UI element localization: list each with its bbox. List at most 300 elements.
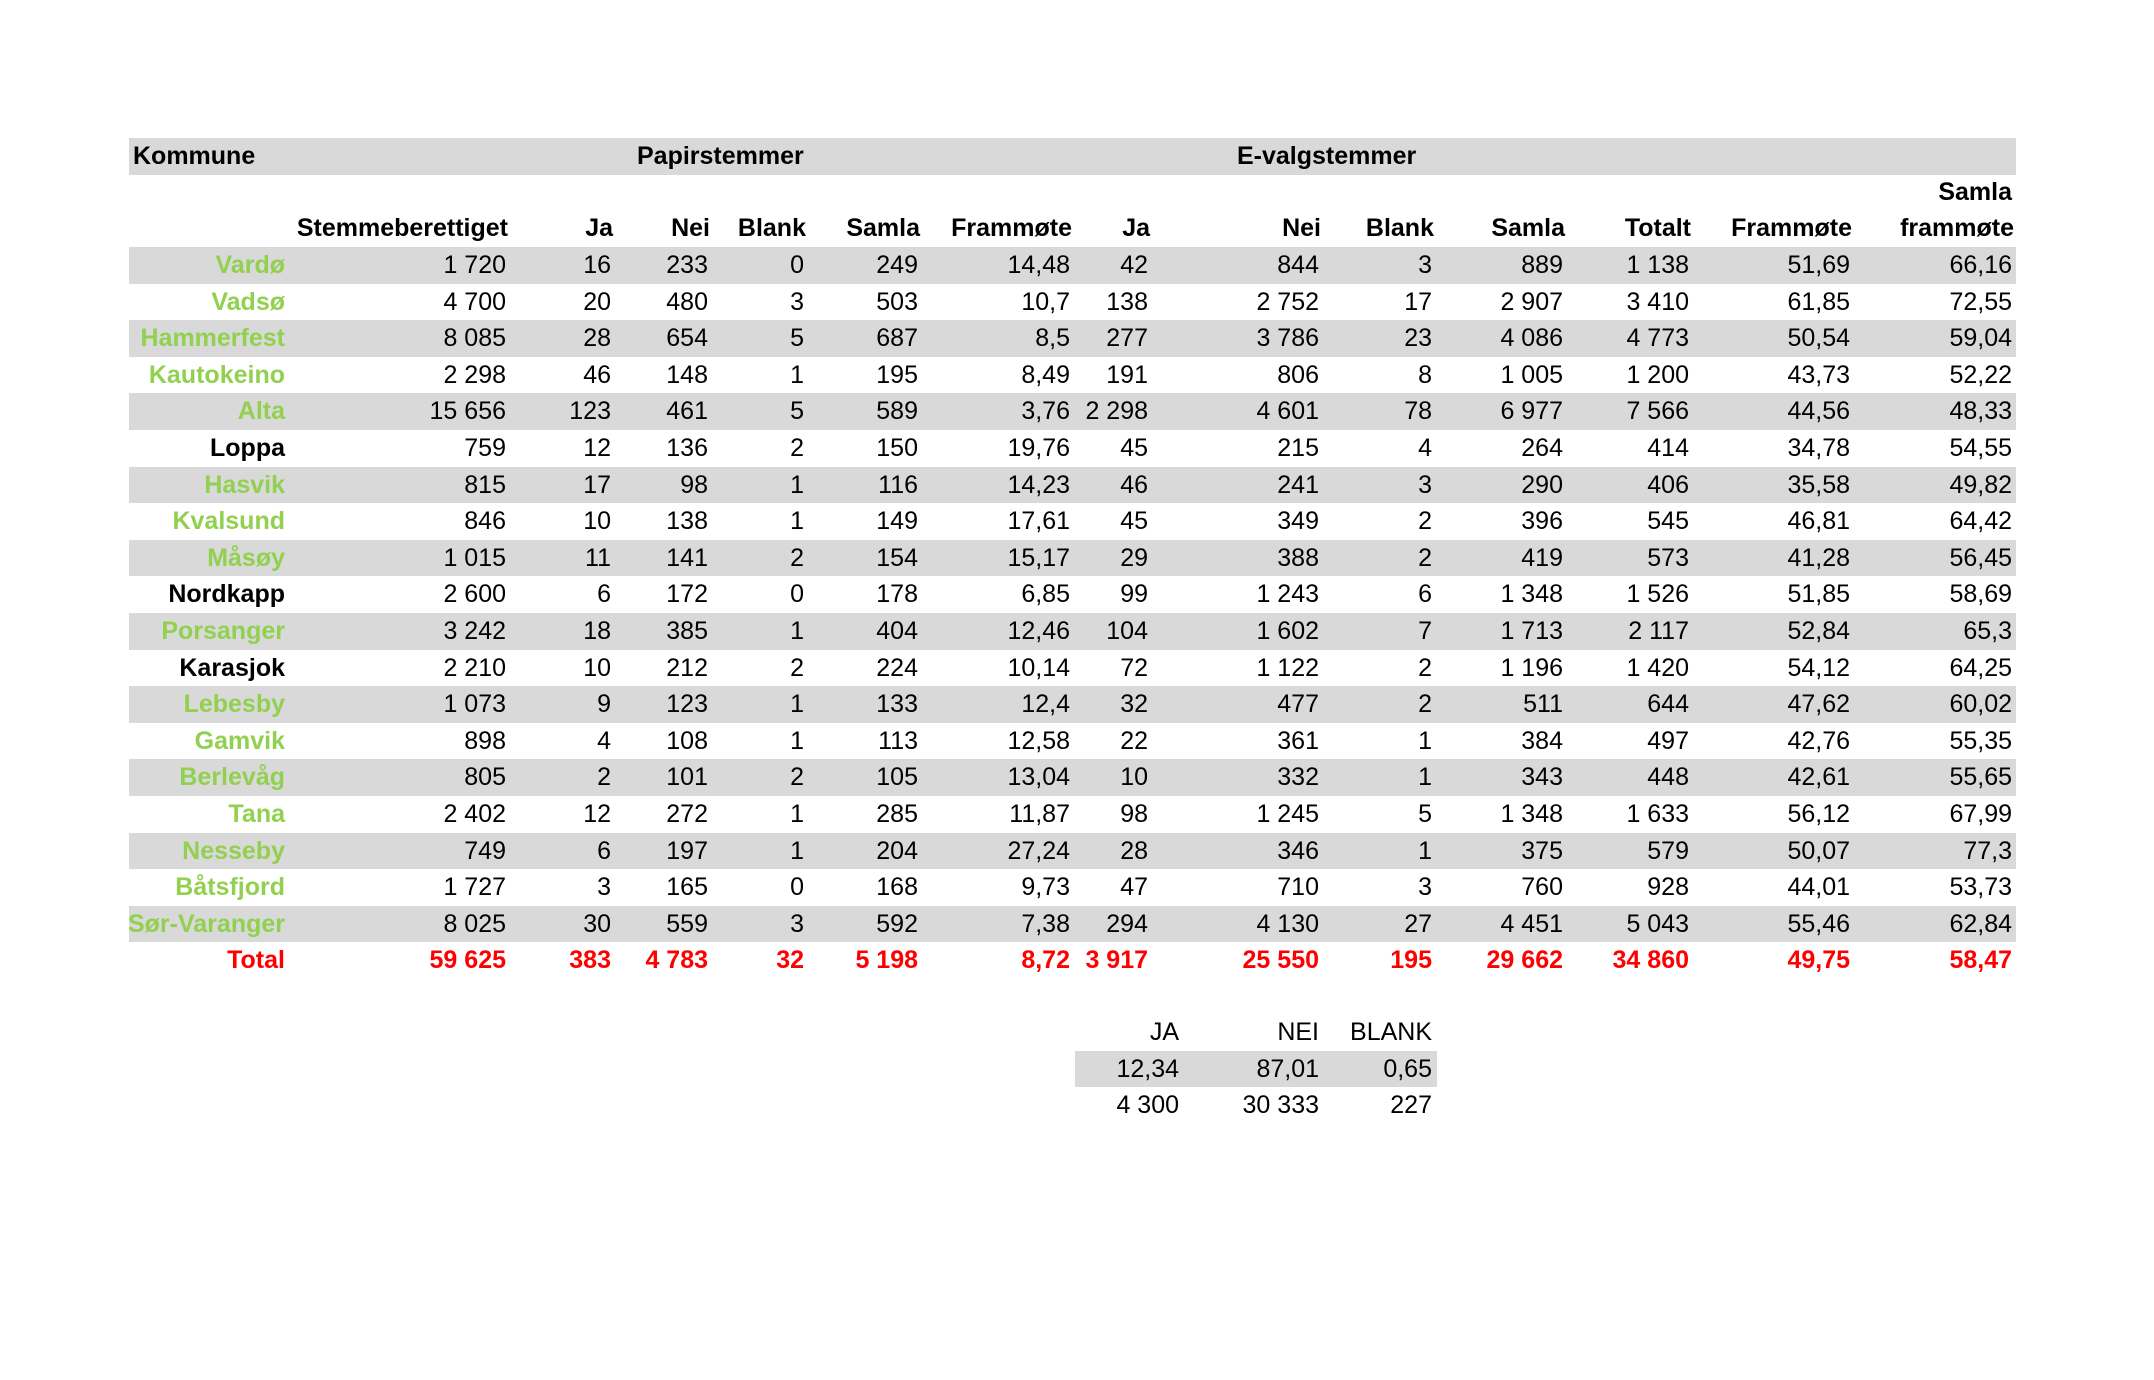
row-band bbox=[129, 833, 2016, 870]
table-cell: 44,56 bbox=[1787, 397, 1850, 426]
table-cell: 592 bbox=[876, 909, 918, 938]
table-cell: 50,07 bbox=[1787, 836, 1850, 865]
table-cell: 5 bbox=[1418, 800, 1432, 828]
table-cell: 1 005 bbox=[1500, 360, 1563, 389]
table-cell: 1 200 bbox=[1626, 360, 1689, 389]
table-cell: 8,49 bbox=[1021, 360, 1070, 389]
table-cell: 1 bbox=[790, 726, 804, 755]
table-cell: 54,12 bbox=[1787, 653, 1850, 682]
table-cell: 10,14 bbox=[1007, 653, 1070, 682]
table-cell: 18 bbox=[583, 617, 611, 645]
table-cell: 98 bbox=[680, 470, 708, 499]
table-cell: 361 bbox=[1277, 726, 1319, 755]
kommune-name: Hasvik bbox=[204, 470, 285, 499]
row-band bbox=[129, 393, 2016, 430]
table-cell: 1 348 bbox=[1500, 800, 1563, 828]
table-cell: 2 298 bbox=[1085, 397, 1148, 426]
table-cell: 2 bbox=[597, 763, 611, 792]
total-cell: 34 860 bbox=[1612, 946, 1689, 975]
table-cell: 1 bbox=[790, 360, 804, 389]
table-cell: 99 bbox=[1120, 580, 1148, 609]
table-cell: 1 bbox=[790, 800, 804, 828]
table-cell: 5 bbox=[790, 324, 804, 353]
summary-count: 4 300 bbox=[1116, 1091, 1179, 1120]
table-cell: 2 298 bbox=[443, 360, 506, 389]
kommune-name: Tana bbox=[228, 800, 285, 828]
kommune-name: Hammerfest bbox=[140, 324, 285, 353]
table-cell: 104 bbox=[1106, 617, 1148, 645]
column-header: Nei bbox=[1282, 214, 1321, 242]
table-cell: 42,76 bbox=[1787, 726, 1850, 755]
kommune-name: Gamvik bbox=[194, 726, 285, 755]
table-cell: 4 601 bbox=[1256, 397, 1319, 426]
table-cell: 8,5 bbox=[1035, 324, 1070, 353]
table-cell: 1 243 bbox=[1256, 580, 1319, 609]
table-cell: 0 bbox=[790, 873, 804, 902]
table-cell: 1 bbox=[790, 470, 804, 499]
table-cell: 294 bbox=[1106, 909, 1148, 938]
header-band bbox=[129, 138, 2016, 175]
table-cell: 136 bbox=[666, 434, 708, 462]
row-band bbox=[129, 320, 2016, 357]
table-cell: 47,62 bbox=[1787, 690, 1850, 719]
table-cell: 3 786 bbox=[1256, 324, 1319, 353]
table-cell: 148 bbox=[666, 360, 708, 389]
table-cell: 3 bbox=[790, 909, 804, 938]
table-cell: 477 bbox=[1277, 690, 1319, 719]
table-cell: 59,04 bbox=[1949, 324, 2012, 353]
table-cell: 461 bbox=[666, 397, 708, 426]
table-cell: 34,78 bbox=[1787, 434, 1850, 462]
row-band bbox=[129, 759, 2016, 796]
table-cell: 448 bbox=[1647, 763, 1689, 792]
table-cell: 65,3 bbox=[1963, 617, 2012, 645]
table-cell: 889 bbox=[1521, 251, 1563, 279]
table-cell: 1 713 bbox=[1500, 617, 1563, 645]
table-cell: 12 bbox=[583, 800, 611, 828]
table-cell: 285 bbox=[876, 800, 918, 828]
table-cell: 27,24 bbox=[1007, 836, 1070, 865]
table-cell: 138 bbox=[666, 507, 708, 536]
table-cell: 6 bbox=[597, 580, 611, 609]
table-cell: 806 bbox=[1277, 360, 1319, 389]
total-cell: 383 bbox=[569, 946, 611, 975]
table-cell: 9,73 bbox=[1021, 873, 1070, 902]
kommune-name: Kautokeino bbox=[148, 360, 285, 389]
table-cell: 19,76 bbox=[1007, 434, 1070, 462]
table-cell: 2 bbox=[790, 763, 804, 792]
summary-percent: 0,65 bbox=[1383, 1054, 1432, 1083]
table-cell: 51,85 bbox=[1787, 580, 1850, 609]
table-cell: 1 633 bbox=[1626, 800, 1689, 828]
table-cell: 2 117 bbox=[1628, 617, 1689, 645]
table-cell: 3 bbox=[1418, 873, 1432, 902]
table-cell: 573 bbox=[1647, 543, 1689, 572]
table-cell: 29 bbox=[1120, 543, 1148, 572]
table-cell: 2 bbox=[1418, 507, 1432, 536]
table-cell: 3 bbox=[1418, 251, 1432, 279]
kommune-name: Vardø bbox=[215, 251, 285, 279]
column-header: Totalt bbox=[1624, 214, 1691, 242]
table-cell: 2 907 bbox=[1500, 287, 1563, 316]
table-cell: 215 bbox=[1277, 434, 1319, 462]
table-cell: 13,04 bbox=[1007, 763, 1070, 792]
table-cell: 101 bbox=[666, 763, 708, 792]
table-cell: 15 656 bbox=[429, 397, 506, 426]
kommune-name: Porsanger bbox=[161, 617, 285, 645]
table-cell: 22 bbox=[1120, 726, 1148, 755]
table-cell: 224 bbox=[876, 653, 918, 682]
table-cell: 0 bbox=[790, 251, 804, 279]
table-cell: 2 bbox=[1418, 690, 1432, 719]
table-cell: 56,45 bbox=[1949, 543, 2012, 572]
table-cell: 16 bbox=[583, 251, 611, 279]
total-cell: 59 625 bbox=[429, 946, 506, 975]
evalg-group-header: E-valgstemmer bbox=[1237, 142, 1417, 170]
table-cell: 511 bbox=[1523, 690, 1563, 719]
total-cell: 49,75 bbox=[1787, 946, 1850, 975]
table-cell: 4 bbox=[1418, 434, 1432, 462]
papir-group-header: Papirstemmer bbox=[637, 142, 804, 170]
table-cell: 384 bbox=[1521, 726, 1563, 755]
samla-header-line1: Samla bbox=[1938, 178, 2012, 206]
table-cell: 15,17 bbox=[1007, 543, 1070, 572]
table-cell: 846 bbox=[464, 507, 506, 536]
table-cell: 343 bbox=[1521, 763, 1563, 792]
table-cell: 1 bbox=[790, 507, 804, 536]
table-cell: 272 bbox=[666, 800, 708, 828]
table-cell: 12 bbox=[583, 434, 611, 462]
column-header: Nei bbox=[671, 214, 710, 242]
table-cell: 168 bbox=[876, 873, 918, 902]
table-cell: 4 700 bbox=[443, 287, 506, 316]
table-cell: 249 bbox=[876, 251, 918, 279]
kommune-name: Lebesby bbox=[183, 690, 285, 719]
row-band bbox=[129, 247, 2016, 284]
summary-header: BLANK bbox=[1350, 1018, 1432, 1046]
table-cell: 178 bbox=[876, 580, 918, 609]
table-cell: 1 602 bbox=[1256, 617, 1319, 645]
table-cell: 241 bbox=[1277, 470, 1319, 499]
table-cell: 17,61 bbox=[1007, 507, 1070, 536]
table-cell: 346 bbox=[1277, 836, 1319, 865]
kommune-name: Nesseby bbox=[182, 836, 285, 865]
table-cell: 277 bbox=[1106, 324, 1148, 353]
table-cell: 6 bbox=[597, 836, 611, 865]
table-cell: 12,46 bbox=[1007, 617, 1070, 645]
table-cell: 1 245 bbox=[1256, 800, 1319, 828]
table-cell: 1 073 bbox=[443, 690, 506, 719]
table-cell: 2 bbox=[790, 434, 804, 462]
table-cell: 1 720 bbox=[443, 251, 506, 279]
table-cell: 9 bbox=[597, 690, 611, 719]
table-cell: 406 bbox=[1647, 470, 1689, 499]
total-label: Total bbox=[227, 946, 285, 975]
table-cell: 172 bbox=[666, 580, 708, 609]
table-cell: 4 086 bbox=[1500, 324, 1563, 353]
table-cell: 10 bbox=[583, 653, 611, 682]
table-cell: 928 bbox=[1647, 873, 1689, 902]
table-cell: 3 bbox=[1418, 470, 1432, 499]
total-cell: 58,47 bbox=[1949, 946, 2012, 975]
table-cell: 503 bbox=[876, 287, 918, 316]
table-cell: 1 348 bbox=[1500, 580, 1563, 609]
table-cell: 49,82 bbox=[1949, 470, 2012, 499]
table-cell: 204 bbox=[876, 836, 918, 865]
total-cell: 32 bbox=[776, 946, 804, 975]
table-cell: 3 410 bbox=[1626, 287, 1689, 316]
table-cell: 419 bbox=[1521, 543, 1563, 572]
table-cell: 497 bbox=[1647, 726, 1689, 755]
table-cell: 3 bbox=[790, 287, 804, 316]
table-cell: 710 bbox=[1277, 873, 1319, 902]
table-cell: 105 bbox=[876, 763, 918, 792]
table-cell: 28 bbox=[1120, 836, 1148, 865]
table-cell: 116 bbox=[878, 470, 918, 499]
table-cell: 54,55 bbox=[1949, 434, 2012, 462]
table-cell: 2 bbox=[790, 653, 804, 682]
table-cell: 41,28 bbox=[1787, 543, 1850, 572]
table-cell: 46 bbox=[1120, 470, 1148, 499]
table-cell: 4 451 bbox=[1500, 909, 1563, 938]
table-cell: 332 bbox=[1277, 763, 1319, 792]
table-cell: 113 bbox=[878, 726, 918, 755]
table-cell: 7 566 bbox=[1626, 397, 1689, 426]
table-cell: 42 bbox=[1120, 251, 1148, 279]
table-cell: 404 bbox=[876, 617, 918, 645]
table-cell: 12,4 bbox=[1021, 690, 1070, 719]
table-cell: 52,22 bbox=[1949, 360, 2012, 389]
kommune-name: Sør-Varanger bbox=[127, 909, 285, 938]
table-cell: 191 bbox=[1106, 360, 1148, 389]
table-cell: 7 bbox=[1418, 617, 1432, 645]
table-cell: 4 130 bbox=[1256, 909, 1319, 938]
table-cell: 1 526 bbox=[1626, 580, 1689, 609]
summary-count: 30 333 bbox=[1242, 1091, 1319, 1120]
table-cell: 2 bbox=[1418, 653, 1432, 682]
table-cell: 108 bbox=[666, 726, 708, 755]
table-cell: 60,02 bbox=[1949, 690, 2012, 719]
table-cell: 45 bbox=[1120, 507, 1148, 536]
table-cell: 53,73 bbox=[1949, 873, 2012, 902]
table-cell: 2 402 bbox=[443, 800, 506, 828]
table-cell: 8 085 bbox=[443, 324, 506, 353]
table-cell: 3,76 bbox=[1021, 397, 1070, 426]
summary-header: JA bbox=[1149, 1018, 1179, 1046]
table-cell: 749 bbox=[464, 836, 506, 865]
table-cell: 56,12 bbox=[1787, 800, 1850, 828]
table-cell: 45 bbox=[1120, 434, 1148, 462]
table-cell: 1 122 bbox=[1256, 653, 1319, 682]
table-cell: 58,69 bbox=[1949, 580, 2012, 609]
total-cell: 3 917 bbox=[1085, 946, 1148, 975]
table-cell: 388 bbox=[1277, 543, 1319, 572]
table-cell: 123 bbox=[569, 397, 611, 426]
kommune-name: Vadsø bbox=[211, 287, 285, 316]
table-cell: 815 bbox=[464, 470, 506, 499]
table-cell: 579 bbox=[1647, 836, 1689, 865]
table-cell: 154 bbox=[876, 543, 918, 572]
table-cell: 545 bbox=[1647, 507, 1689, 536]
table-cell: 7,38 bbox=[1021, 909, 1070, 938]
table-cell: 138 bbox=[1106, 287, 1148, 316]
table-cell: 149 bbox=[876, 507, 918, 536]
table-cell: 55,46 bbox=[1787, 909, 1850, 938]
table-cell: 480 bbox=[666, 287, 708, 316]
table-cell: 687 bbox=[876, 324, 918, 353]
kommune-name: Loppa bbox=[210, 434, 285, 462]
table-cell: 2 210 bbox=[443, 653, 506, 682]
table-cell: 46 bbox=[583, 360, 611, 389]
table-cell: 141 bbox=[666, 543, 708, 572]
table-cell: 51,69 bbox=[1787, 251, 1850, 279]
table-cell: 264 bbox=[1521, 434, 1563, 462]
table-cell: 23 bbox=[1404, 324, 1432, 353]
column-header: Blank bbox=[1365, 214, 1434, 242]
table-cell: 123 bbox=[666, 690, 708, 719]
table-cell: 10,7 bbox=[1021, 287, 1070, 316]
table-cell: 17 bbox=[583, 470, 611, 499]
table-cell: 64,42 bbox=[1949, 507, 2012, 536]
table-cell: 805 bbox=[464, 763, 506, 792]
table-cell: 844 bbox=[1277, 251, 1319, 279]
table-cell: 1 bbox=[790, 690, 804, 719]
table-cell: 43,73 bbox=[1787, 360, 1850, 389]
table-cell: 898 bbox=[464, 726, 506, 755]
total-cell: 25 550 bbox=[1242, 946, 1319, 975]
table-cell: 5 bbox=[790, 397, 804, 426]
table-cell: 559 bbox=[666, 909, 708, 938]
table-cell: 62,84 bbox=[1949, 909, 2012, 938]
column-header: Frammøte bbox=[951, 214, 1072, 242]
table-cell: 1 bbox=[790, 836, 804, 865]
table-cell: 98 bbox=[1120, 800, 1148, 828]
column-header: Samla bbox=[1491, 214, 1565, 242]
column-header: Samla bbox=[846, 214, 920, 242]
total-cell: 8,72 bbox=[1021, 946, 1070, 975]
table-cell: 42,61 bbox=[1787, 763, 1850, 792]
kommune-name: Karasjok bbox=[179, 653, 285, 682]
table-cell: 150 bbox=[876, 434, 918, 462]
table-cell: 1 bbox=[790, 617, 804, 645]
table-cell: 233 bbox=[666, 251, 708, 279]
table-cell: 1 bbox=[1418, 763, 1432, 792]
table-cell: 64,25 bbox=[1949, 653, 2012, 682]
table-cell: 385 bbox=[666, 617, 708, 645]
table-cell: 290 bbox=[1521, 470, 1563, 499]
table-cell: 47 bbox=[1120, 873, 1148, 902]
kommune-name: Alta bbox=[237, 397, 285, 426]
table-cell: 4 bbox=[597, 726, 611, 755]
table-cell: 72 bbox=[1120, 653, 1148, 682]
table-cell: 44,01 bbox=[1787, 873, 1850, 902]
summary-percent: 87,01 bbox=[1256, 1054, 1319, 1083]
table-cell: 27 bbox=[1404, 909, 1432, 938]
table-cell: 396 bbox=[1521, 507, 1563, 536]
column-header: Stemmeberettiget bbox=[296, 214, 508, 242]
kommune-name: Berlevåg bbox=[179, 763, 285, 792]
table-cell: 644 bbox=[1647, 690, 1689, 719]
table-cell: 66,16 bbox=[1949, 251, 2012, 279]
total-cell: 5 198 bbox=[855, 946, 918, 975]
table-cell: 10 bbox=[583, 507, 611, 536]
table-cell: 50,54 bbox=[1787, 324, 1850, 353]
table-cell: 72,55 bbox=[1949, 287, 2012, 316]
total-cell: 4 783 bbox=[645, 946, 708, 975]
table-cell: 55,65 bbox=[1949, 763, 2012, 792]
table-cell: 14,48 bbox=[1007, 251, 1070, 279]
table-cell: 654 bbox=[666, 324, 708, 353]
table-cell: 32 bbox=[1120, 690, 1148, 719]
table-cell: 8 025 bbox=[443, 909, 506, 938]
table-cell: 6,85 bbox=[1021, 580, 1070, 609]
table-cell: 1 138 bbox=[1626, 251, 1689, 279]
table-cell: 6 977 bbox=[1500, 397, 1563, 426]
table-cell: 1 727 bbox=[443, 873, 506, 902]
table-cell: 78 bbox=[1404, 397, 1432, 426]
table-cell: 35,58 bbox=[1787, 470, 1850, 499]
table-cell: 55,35 bbox=[1949, 726, 2012, 755]
table-cell: 2 752 bbox=[1256, 287, 1319, 316]
table-cell: 30 bbox=[583, 909, 611, 938]
column-header: frammøte bbox=[1900, 214, 2014, 242]
table-cell: 2 bbox=[790, 543, 804, 572]
row-band bbox=[129, 467, 2016, 504]
table-cell: 6 bbox=[1418, 580, 1432, 609]
column-header: Frammøte bbox=[1731, 214, 1852, 242]
kommune-name: Måsøy bbox=[207, 543, 285, 572]
column-header: Blank bbox=[737, 214, 806, 242]
table-cell: 10 bbox=[1120, 763, 1148, 792]
row-band bbox=[129, 906, 2016, 943]
table-cell: 589 bbox=[876, 397, 918, 426]
table-cell: 20 bbox=[583, 287, 611, 316]
table-cell: 197 bbox=[666, 836, 708, 865]
kommune-name: Nordkapp bbox=[168, 580, 285, 609]
table-cell: 52,84 bbox=[1787, 617, 1850, 645]
table-cell: 5 043 bbox=[1626, 909, 1689, 938]
table-cell: 133 bbox=[876, 690, 918, 719]
table-cell: 375 bbox=[1521, 836, 1563, 865]
table-cell: 2 600 bbox=[443, 580, 506, 609]
summary-percent: 12,34 bbox=[1116, 1054, 1179, 1083]
table-cell: 46,81 bbox=[1787, 507, 1850, 536]
table-cell: 48,33 bbox=[1949, 397, 2012, 426]
table-cell: 0 bbox=[790, 580, 804, 609]
column-header: Ja bbox=[585, 214, 613, 242]
table-cell: 11 bbox=[585, 543, 611, 572]
table-cell: 195 bbox=[876, 360, 918, 389]
row-band bbox=[129, 613, 2016, 650]
table-cell: 8 bbox=[1418, 360, 1432, 389]
kommune-name: Båtsfjord bbox=[175, 873, 285, 902]
table-cell: 1 bbox=[1418, 836, 1432, 865]
summary-header: NEI bbox=[1277, 1018, 1319, 1046]
summary-count: 227 bbox=[1390, 1091, 1432, 1120]
table-cell: 349 bbox=[1277, 507, 1319, 536]
kommune-name: Kvalsund bbox=[172, 507, 285, 536]
row-band bbox=[129, 686, 2016, 723]
table-cell: 61,85 bbox=[1787, 287, 1850, 316]
table-cell: 759 bbox=[464, 434, 506, 462]
table-cell: 11,87 bbox=[1009, 800, 1070, 828]
table-cell: 414 bbox=[1647, 434, 1689, 462]
table-cell: 14,23 bbox=[1007, 470, 1070, 499]
total-cell: 195 bbox=[1390, 946, 1432, 975]
table-cell: 12,58 bbox=[1007, 726, 1070, 755]
table-cell: 28 bbox=[583, 324, 611, 353]
table-cell: 212 bbox=[666, 653, 708, 682]
